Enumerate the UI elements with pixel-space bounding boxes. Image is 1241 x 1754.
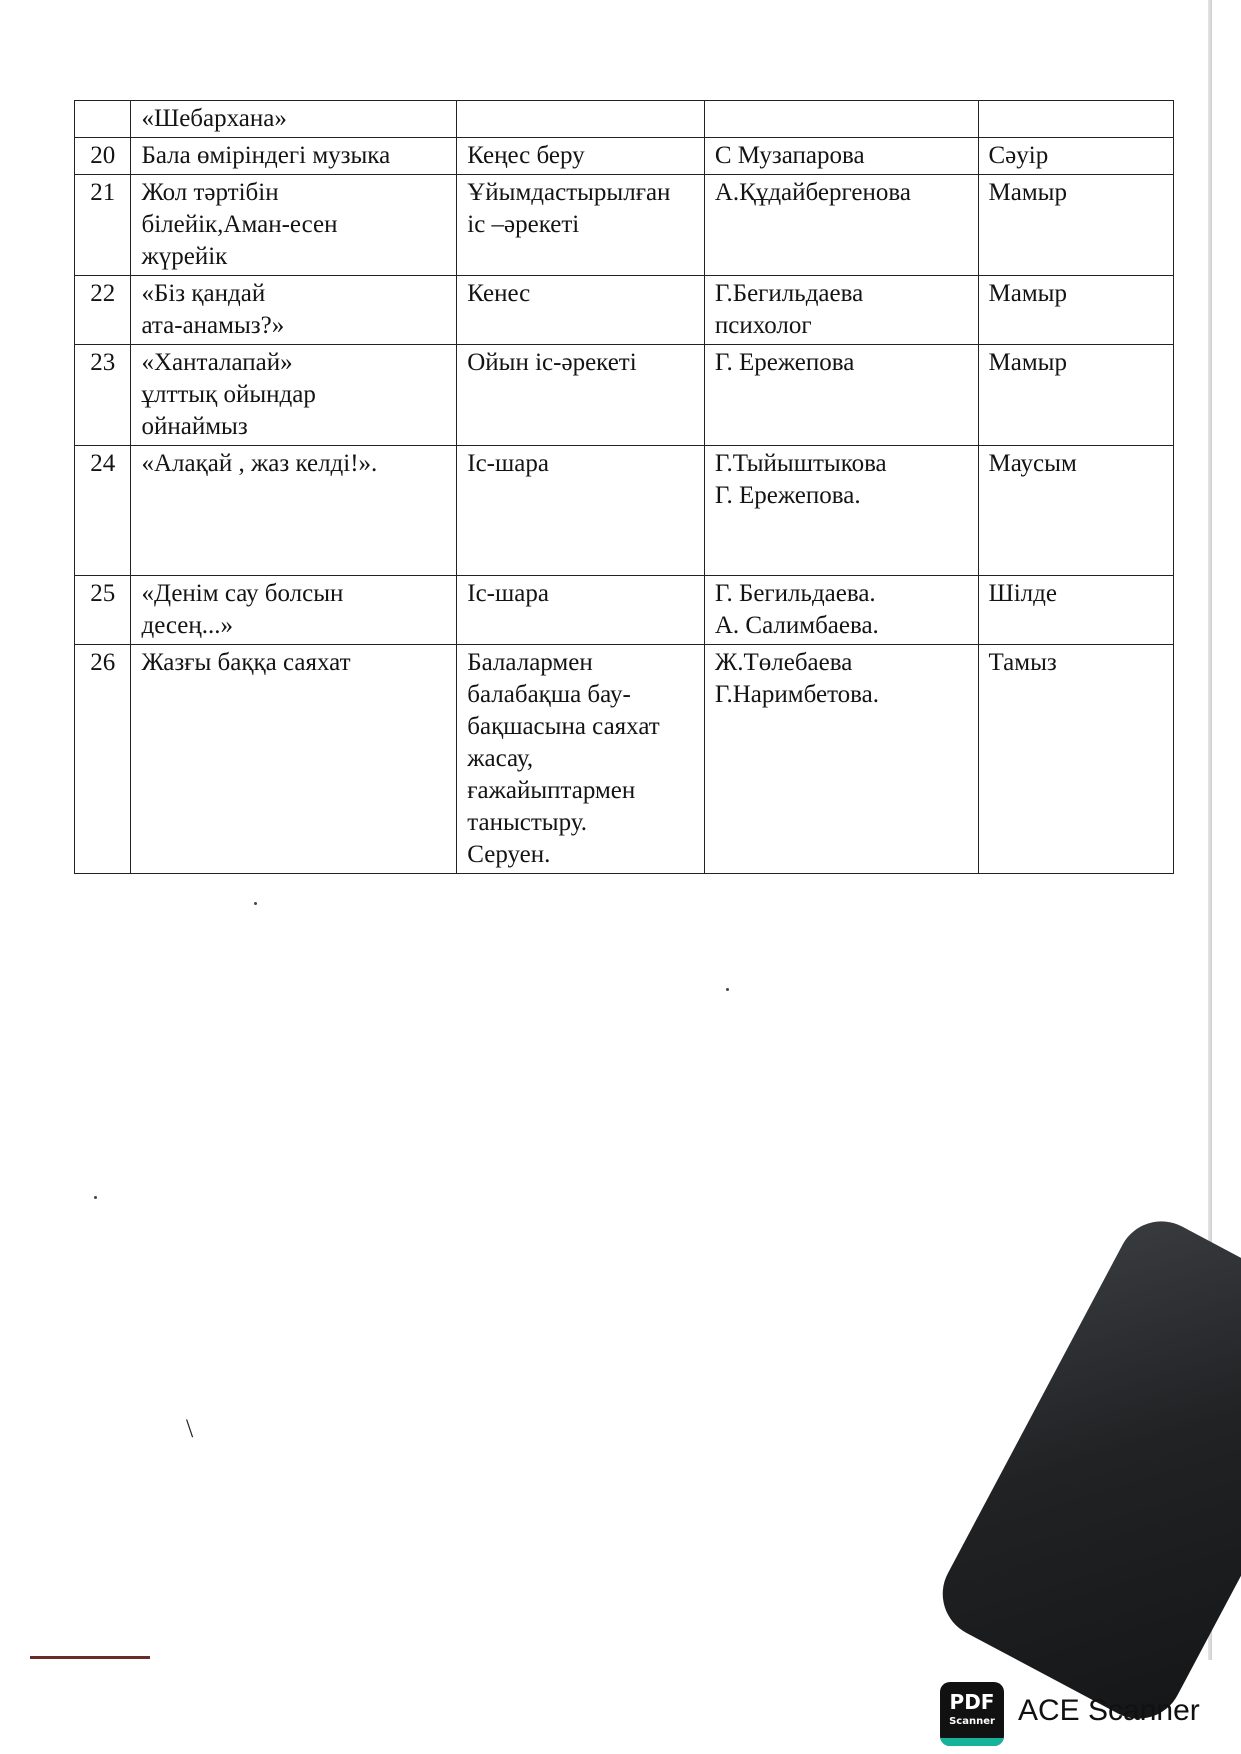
- cell-event-title: [131, 138, 457, 175]
- cell-event-type: [457, 645, 705, 874]
- scan-speck: [726, 988, 729, 991]
- cell-line: ғажайыптармен: [467, 777, 636, 804]
- logo-text-pdf: PDF: [949, 1690, 995, 1714]
- cell-line: Ұйымдастырылған: [467, 179, 671, 206]
- cell-line: Іс-шара: [467, 450, 549, 477]
- cell-line: десең...»: [141, 612, 234, 639]
- cell-event-title: [131, 576, 457, 645]
- cell-line: Жазғы баққа саяхат: [141, 649, 351, 676]
- cell-event-type: [457, 345, 705, 446]
- cell-line: жүрейік: [141, 243, 228, 270]
- cell-line: «Ханталапай»: [141, 349, 293, 376]
- cell-line: Сәуір: [988, 142, 1049, 169]
- cell-responsible: [704, 576, 978, 645]
- stray-mark: \: [186, 1414, 194, 1443]
- cell-responsible: [704, 101, 978, 138]
- table-row: [75, 645, 1174, 874]
- schedule-table-body: [75, 101, 1174, 874]
- cell-event-type: [457, 576, 705, 645]
- scan-speck: [254, 902, 257, 905]
- cell-line: «Денім сау болсын: [141, 580, 344, 607]
- cell-line: жасау,: [467, 745, 534, 772]
- cell-line: Тамыз: [988, 649, 1057, 676]
- cell-line: Кенес: [467, 280, 531, 307]
- cell-event-type: [457, 175, 705, 276]
- cell-number: 21: [75, 175, 131, 276]
- logo-accent-bar: [940, 1738, 1004, 1746]
- table-row: [75, 446, 1174, 576]
- cell-line: «Біз қандай: [141, 280, 266, 307]
- cell-line: Ойын іс-әрекеті: [467, 349, 637, 376]
- cell-month: [978, 446, 1174, 576]
- cell-number: 24: [75, 446, 131, 576]
- cell-event-title: [131, 446, 457, 576]
- cell-number: [75, 101, 131, 138]
- cell-line: іс –әрекеті: [467, 211, 580, 238]
- cell-line: Г. Ережепова.: [714, 482, 861, 509]
- cell-line: Г.Бегильдаева: [714, 280, 864, 307]
- cell-event-title: [131, 101, 457, 138]
- cell-line: психолог: [714, 312, 812, 339]
- cell-number: 23: [75, 345, 131, 446]
- cell-event-title: [131, 276, 457, 345]
- cell-line: ұлттық ойындар: [141, 381, 316, 408]
- bottom-edge-mark: [30, 1656, 150, 1659]
- cell-responsible: [704, 175, 978, 276]
- logo-text-scanner: Scanner: [949, 1716, 995, 1727]
- table-row: [75, 345, 1174, 446]
- cell-line: Ж.Төлебаева: [714, 649, 853, 676]
- cell-responsible: [704, 645, 978, 874]
- cell-line: Кеңес беру: [467, 142, 585, 169]
- cell-month: [978, 101, 1174, 138]
- cell-event-title: [131, 345, 457, 446]
- cell-line: таныстыру.: [467, 809, 587, 836]
- cell-line: Мамыр: [988, 179, 1067, 206]
- cell-line: Іс-шара: [467, 580, 549, 607]
- cell-line: Мамыр: [988, 280, 1067, 307]
- cell-line: Бала өміріндегі музыка: [141, 142, 391, 169]
- phone-corner: [927, 1206, 1241, 1734]
- cell-line: Г. Бегильдаева.: [714, 580, 876, 607]
- cell-event-title: [131, 645, 457, 874]
- cell-line: «Шебархана»: [141, 105, 287, 132]
- cell-line: Маусым: [988, 450, 1077, 477]
- cell-responsible: [704, 446, 978, 576]
- schedule-table: [74, 100, 1174, 874]
- cell-line: балабақша бау-: [467, 681, 631, 708]
- cell-month: [978, 138, 1174, 175]
- cell-line: бақшасына саяхат: [467, 713, 660, 740]
- cell-line: Серуен.: [467, 841, 551, 868]
- cell-line: ата-анамыз?»: [141, 312, 285, 339]
- table-row: [75, 138, 1174, 175]
- cell-line: Г.Наримбетова.: [714, 681, 879, 708]
- pdf-scanner-logo-icon: [940, 1682, 1004, 1746]
- cell-line: «Алақай , жаз келді!».: [141, 450, 378, 477]
- cell-line: ойнаймыз: [141, 413, 248, 440]
- cell-number: 20: [75, 138, 131, 175]
- table-row: [75, 175, 1174, 276]
- cell-number: 26: [75, 645, 131, 874]
- table-row: [75, 101, 1174, 138]
- cell-event-title: [131, 175, 457, 276]
- cell-line: Мамыр: [988, 349, 1067, 376]
- cell-line: А.Құдайбергенова: [714, 179, 911, 206]
- cell-event-type: [457, 446, 705, 576]
- cell-line: С Музапарова: [714, 142, 865, 169]
- cell-month: [978, 175, 1174, 276]
- cell-month: [978, 276, 1174, 345]
- cell-month: [978, 345, 1174, 446]
- watermark-brand: ACE Scanner: [1018, 1694, 1200, 1727]
- cell-number: 22: [75, 276, 131, 345]
- table-row: [75, 276, 1174, 345]
- cell-event-type: [457, 101, 705, 138]
- cell-responsible: [704, 345, 978, 446]
- cell-line: Балалармен: [467, 649, 593, 676]
- cell-line: Г. Ережепова: [714, 349, 855, 376]
- cell-event-type: [457, 276, 705, 345]
- cell-line: Шілде: [988, 580, 1057, 607]
- cell-month: [978, 576, 1174, 645]
- cell-responsible: [704, 138, 978, 175]
- cell-number: 25: [75, 576, 131, 645]
- cell-month: [978, 645, 1174, 874]
- cell-line: Г.Тыйыштыкова: [714, 450, 887, 477]
- table-row: [75, 576, 1174, 645]
- cell-line: Жол тәртібін: [141, 179, 279, 206]
- cell-line: А. Салимбаева.: [714, 612, 879, 639]
- cell-responsible: [704, 276, 978, 345]
- cell-event-type: [457, 138, 705, 175]
- scan-speck: [94, 1196, 97, 1199]
- cell-line: білейік,Аман-есен: [141, 211, 338, 238]
